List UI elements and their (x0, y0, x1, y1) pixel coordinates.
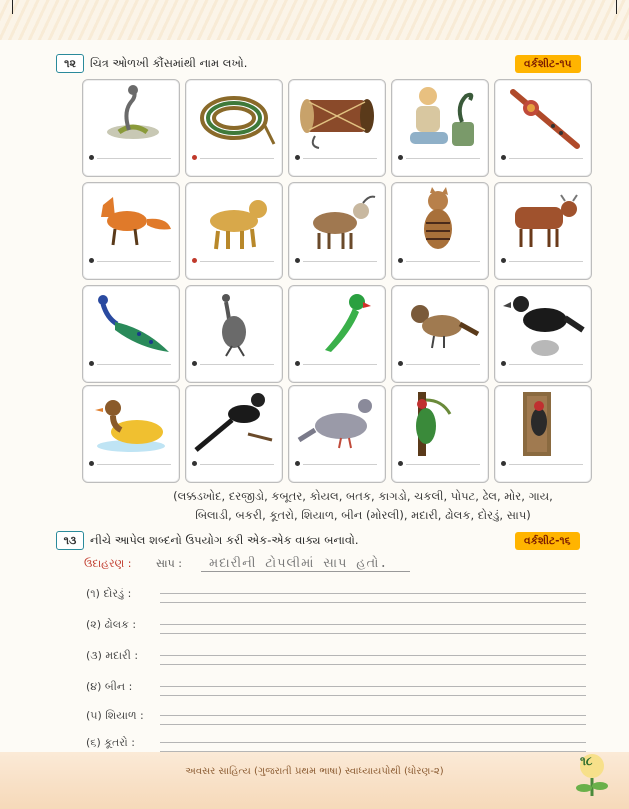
dog-icon (192, 187, 276, 255)
bullet-dot (192, 155, 197, 160)
answer-line[interactable] (97, 261, 171, 262)
bullet-dot (192, 258, 197, 263)
answer-line[interactable] (97, 158, 171, 159)
answer-line[interactable] (200, 158, 274, 159)
picture-card (288, 182, 386, 280)
writing-line[interactable] (160, 664, 586, 665)
answer-line[interactable] (509, 464, 583, 465)
picture-grid (82, 79, 590, 481)
footer-text: અવસર સાહિત્ય (ગુજરાતી પ્રથમ ભાષા) સ્વાધ્યાયપોથી (ધોરણ-૨) (185, 766, 444, 777)
sentence-label: (૫) શિયાળ : (86, 709, 144, 722)
word-bank-line: બિલાડી, બકરી, કૂતરો, શિયાળ, બીન (મોરલી), મદારી, ઢોલક, દોરડું, સાપ) (195, 508, 531, 522)
answer-line[interactable] (200, 464, 274, 465)
word-bank-line: (લક્કડખોદ, દરજીડો, કબૂતર, કોયલ, બતક, કાગડો, ચકલી, પોપટ, ઢેલ, મોર, ગાય, (173, 489, 553, 503)
bullet-dot (192, 361, 197, 366)
bullet-dot (501, 361, 506, 366)
writing-line[interactable] (160, 724, 586, 725)
writing-line[interactable] (160, 602, 586, 603)
cat-icon (398, 187, 482, 255)
word-bank (128, 487, 598, 525)
snake-charmer-icon (398, 84, 482, 152)
bullet-dot (501, 155, 506, 160)
example-word: સાપ : (156, 557, 182, 570)
answer-line[interactable] (509, 364, 583, 365)
answer-line[interactable] (200, 364, 274, 365)
writing-line[interactable] (160, 742, 586, 743)
koel-icon (192, 290, 276, 358)
bullet-dot (89, 361, 94, 366)
sentence-row (86, 678, 586, 702)
question-instruction: નીચે આપેલ શબ્દનો ઉપયોગ કરી એક-એક વાક્ય બનાવો. (90, 532, 359, 547)
picture-card (82, 385, 180, 483)
sentence-label: (૪) બીન : (86, 680, 133, 693)
snake-icon (89, 84, 173, 152)
sentence-label: (૩) મદારી : (86, 649, 139, 662)
fox-icon (89, 187, 173, 255)
picture-card (494, 182, 592, 280)
bullet-dot (398, 361, 403, 366)
question-13-header (56, 530, 359, 550)
picture-card (185, 79, 283, 177)
bullet-dot (89, 461, 94, 466)
bullet-dot (501, 258, 506, 263)
answer-line[interactable] (303, 464, 377, 465)
picture-card (494, 385, 592, 483)
picture-card (288, 79, 386, 177)
bullet-dot (398, 258, 403, 263)
answer-line[interactable] (406, 261, 480, 262)
question-instruction: ચિત્ર ઓળખી કૌંસમાંથી નામ લખો. (90, 55, 248, 70)
answer-line[interactable] (406, 364, 480, 365)
sentence-label: (૨) ઢોલક : (86, 618, 137, 631)
answer-line[interactable] (509, 261, 583, 262)
bullet-dot (192, 461, 197, 466)
picture-card (494, 285, 592, 383)
picture-card (82, 79, 180, 177)
dhol-icon (295, 84, 379, 152)
question-number: ૧૨ (56, 54, 84, 73)
crop-mark (12, 0, 13, 14)
woodpecker-icon (398, 390, 482, 458)
example-sentence: મદારીની ટોપલીમાં સાપ હતો. (201, 556, 410, 572)
crow-icon (501, 290, 585, 358)
answer-line[interactable] (97, 364, 171, 365)
example-label: ઉદાહરણ : (84, 557, 132, 570)
bullet-dot (295, 258, 300, 263)
pigeon-icon (295, 390, 379, 458)
example-row (84, 556, 410, 572)
writing-line[interactable] (160, 593, 586, 594)
question-number: ૧૩ (56, 531, 84, 550)
answer-line[interactable] (303, 158, 377, 159)
answer-line[interactable] (200, 261, 274, 262)
answer-line[interactable] (509, 158, 583, 159)
answer-line[interactable] (406, 464, 480, 465)
bullet-dot (89, 258, 94, 263)
picture-card (391, 79, 489, 177)
answer-line[interactable] (406, 158, 480, 159)
picture-card (185, 182, 283, 280)
picture-card (288, 385, 386, 483)
writing-line[interactable] (160, 715, 586, 716)
goat-icon (295, 187, 379, 255)
sentence-row (86, 616, 586, 640)
writing-line[interactable] (160, 686, 586, 687)
writing-line[interactable] (160, 695, 586, 696)
page-number: ૧૮ (580, 754, 593, 768)
parrot-icon (295, 290, 379, 358)
writing-line[interactable] (160, 624, 586, 625)
bullet-dot (398, 155, 403, 160)
answer-line[interactable] (303, 261, 377, 262)
bullet-dot (295, 361, 300, 366)
picture-card (185, 385, 283, 483)
sparrow-icon (398, 290, 482, 358)
crop-mark (616, 0, 617, 14)
picture-card (494, 79, 592, 177)
bullet-dot (295, 461, 300, 466)
sentence-label: (૬) કૂતરો : (86, 736, 135, 749)
picture-card (391, 285, 489, 383)
sentence-row (86, 647, 586, 671)
page-number-badge (570, 752, 614, 796)
picture-card (288, 285, 386, 383)
bullet-dot (89, 155, 94, 160)
bullet-dot (295, 155, 300, 160)
picture-card (82, 285, 180, 383)
drongo-icon (192, 390, 276, 458)
sentence-row (86, 585, 586, 609)
picture-card (391, 385, 489, 483)
answer-line[interactable] (97, 464, 171, 465)
worksheet-badge: વર્કશીટ-૧૫ (515, 55, 581, 73)
duck-icon (89, 390, 173, 458)
bullet-dot (501, 461, 506, 466)
flute-icon (501, 84, 585, 152)
rope-icon (192, 84, 276, 152)
cow-icon (501, 187, 585, 255)
picture-card (391, 182, 489, 280)
question-12-header (56, 53, 247, 73)
sentence-row (86, 707, 586, 731)
bullet-dot (398, 461, 403, 466)
decorative-header-band (0, 0, 629, 40)
woodpecker-2-icon (501, 390, 585, 458)
peacock-icon (89, 290, 173, 358)
picture-card (82, 182, 180, 280)
footer-band (0, 752, 629, 809)
answer-line[interactable] (303, 364, 377, 365)
writing-line[interactable] (160, 655, 586, 656)
worksheet-badge: વર્કશીટ-૧૬ (515, 532, 580, 550)
sentence-label: (૧) દોરડું : (86, 587, 132, 600)
writing-line[interactable] (160, 633, 586, 634)
picture-card (185, 285, 283, 383)
